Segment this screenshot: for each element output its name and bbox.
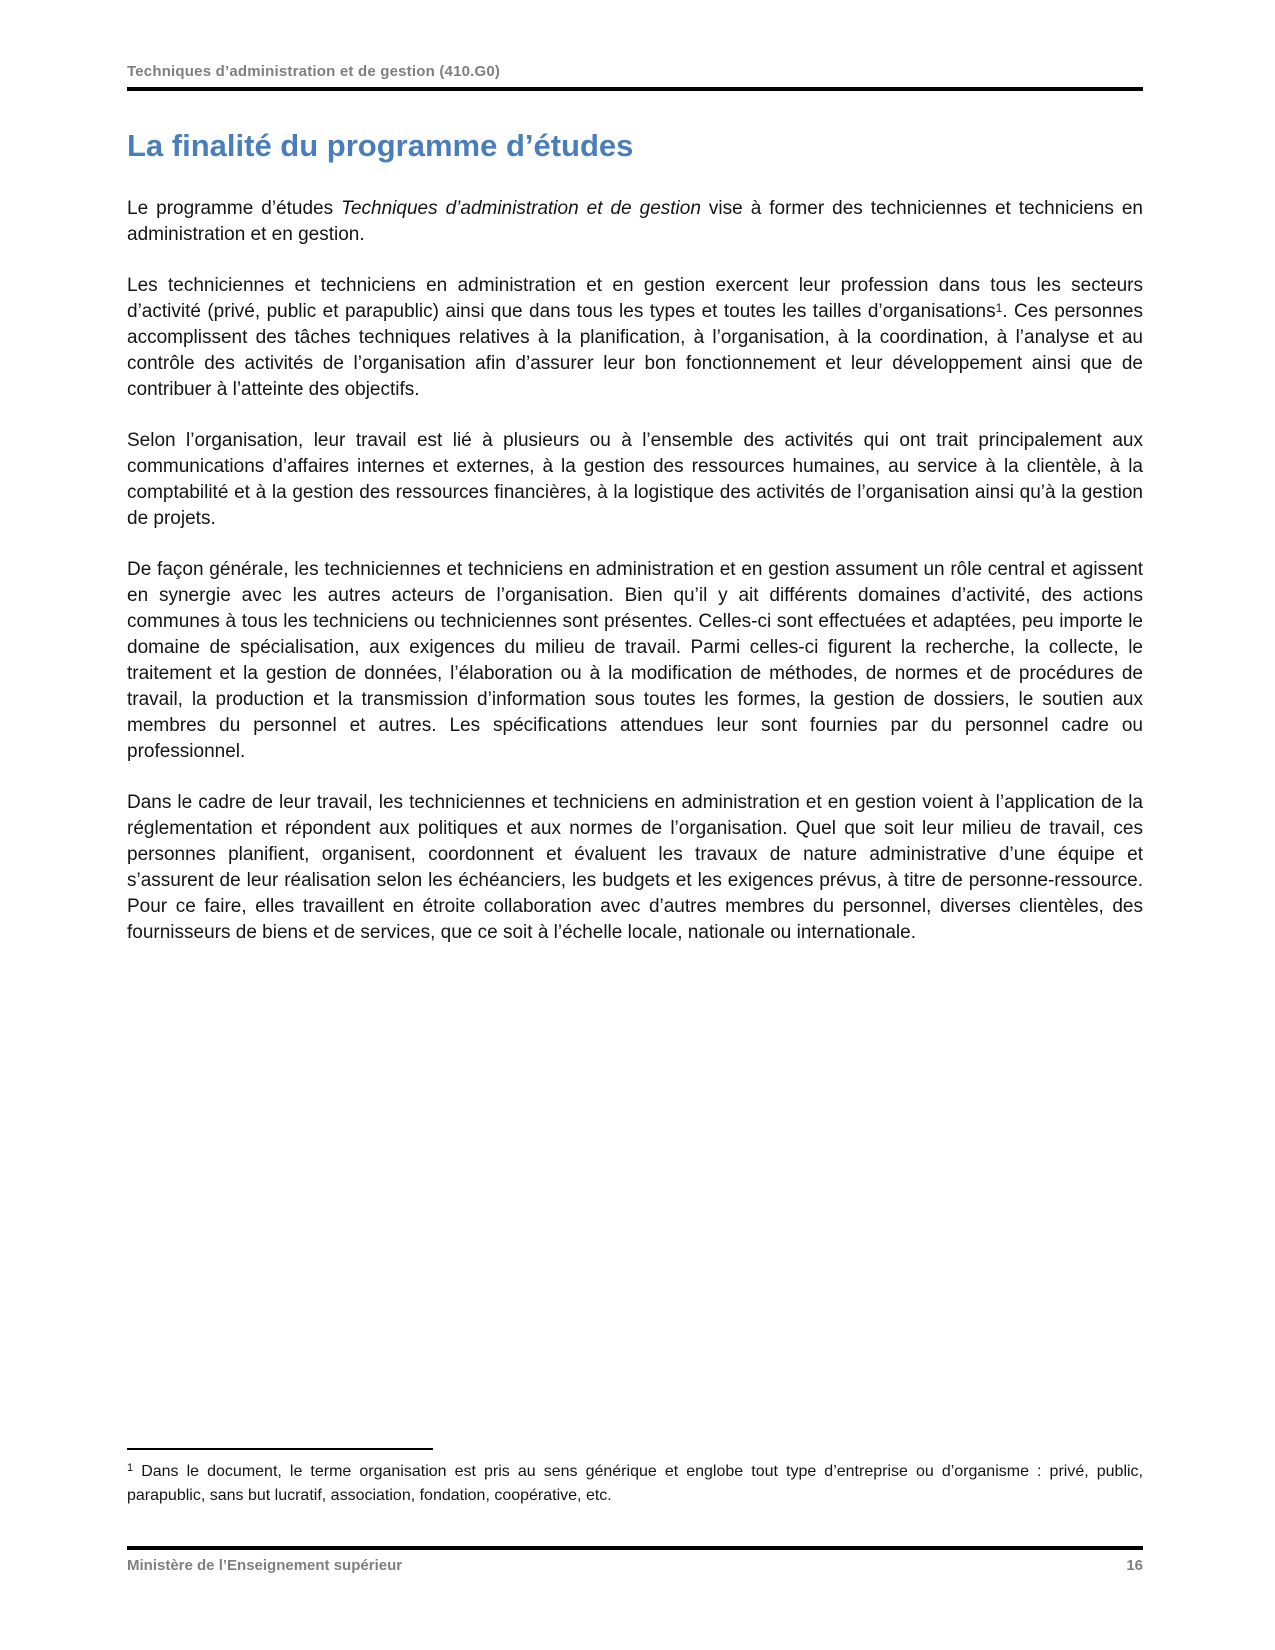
page-footer [127,1546,1143,1574]
paragraph-intro [127,196,1143,248]
page-title: La finalité du programme d’études [127,128,634,163]
footnote [127,1460,1143,1508]
page-header [127,63,1143,91]
footnote-marker: 1 [127,1462,134,1475]
footnote-separator [127,1448,433,1450]
text-run: Les techniciennes et techniciens en administration et en gestion exercent leur profession dans tous les secteurs d’activité (privé, public et parapublic) ainsi que dans tous les types et toutes les tailles d’organisations [127,275,1143,322]
footer-ministry: Ministère de l’Enseignement supérieur [127,1557,403,1574]
footnote-text: Dans le document, le terme organisation est pris au sens générique et englobe tout type d’entreprise ou d’organisme : privé, public, parapublic, sans but lucratif, association, fondation, coopérative, etc. [127,1463,1143,1504]
paragraph-work-context: Dans le cadre de leur travail, les techniciennes et techniciens en administration et en gestion voient à l’application de la réglementation et répondent aux politiques et aux normes de l’organisation. Quel que soit leur milieu de travail, ces personnes planifient, organisent, coordonnent et évaluent les travaux de nature administrative d’une équipe et s’assurent de leur réalisation selon les échéanciers, les budgets et les exigences prévus, à titre de personne-ressource. Pour ce faire, elles travaillent en étroite collaboration avec d’autres membres du personnel, diverses clientèles, des fournisseurs de biens et de services, que ce soit à l’échelle locale, nationale ou internationale. [127,792,1143,943]
header-title: Techniques d’administration et de gestion (410.G0) [127,63,501,80]
footnote-reference: 1 [995,300,1003,315]
paragraph-activities: Selon l’organisation, leur travail est lié à plusieurs ou à l’ensemble des activités qui ont trait principalement aux communications d’affaires internes et externes, à la gestion des ressources humaines, au service à la clientèle, à la comptabilité et à la gestion des ressources financières, à la logistique des activités de l’organisation ainsi qu’à la gestion de projets. [127,430,1143,529]
body-text [127,196,1143,971]
footnote-area [127,1448,1143,1508]
program-name-italic: Techniques d’administration et de gestion [341,198,701,219]
text-run: Le programme d’études [127,198,342,219]
text-run: . Ces personnes accomplissent des tâches techniques relatives à la planification, à l’organisation, à la coordination, à l’analyse et au contrôle des activités de l’organisation afin d’assurer leur bon fonctionnement et leur développement ainsi que de contribuer à l’atteinte des objectifs. [127,301,1143,400]
footer-page-number: 16 [1126,1557,1143,1574]
paragraph-common-role: De façon générale, les techniciennes et techniciens en administration et en gestion assument un rôle central et agissent en synergie avec les autres acteurs de l’organisation. Bien qu’il y ait différents domaines d’activité, des actions communes à tous les techniciens ou techniciennes sont présentes. Celles-ci sont effectuées et adaptées, peu importe le domaine de spécialisation, aux exigences du milieu de travail. Parmi celles-ci figurent la recherche, la collecte, le traitement et la gestion de données, l’élaboration ou à la modification de méthodes, de normes et de procédures de travail, la production et la transmission d’information sous toutes les formes, la gestion de dossiers, le soutien aux membres du personnel et autres. Les spécifications attendues leur sont fournies par du personnel cadre ou professionnel. [127,559,1143,762]
text-run: vise à former des techniciennes et techniciens en administration et en gestion. [127,198,1143,245]
paragraph-profession [127,273,1143,403]
